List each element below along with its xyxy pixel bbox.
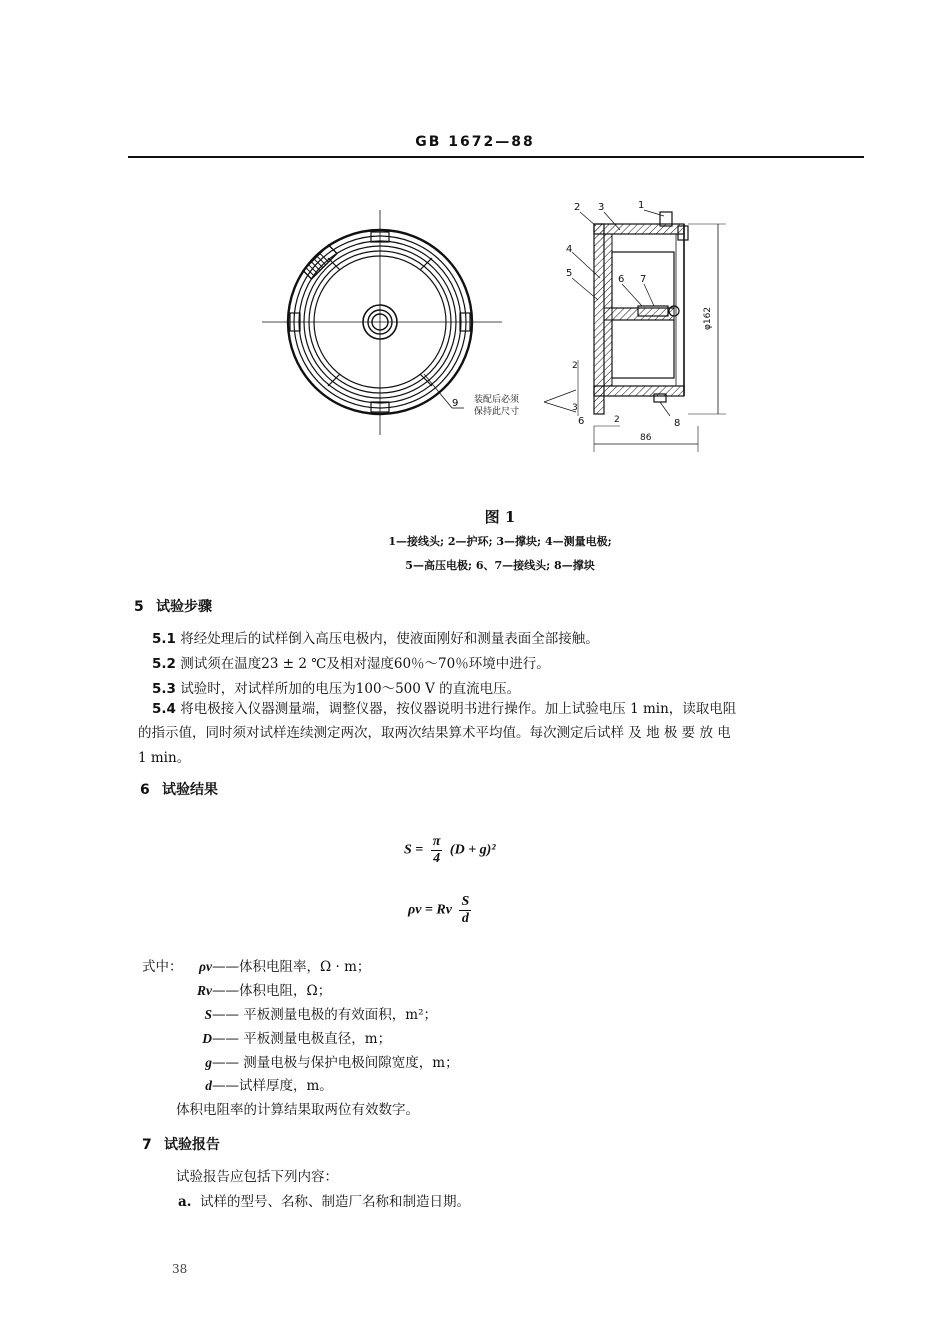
electrode-figure [240,190,740,460]
figure-legend-line1: 1—接线头; 2—护环; 3—撑块; 4—测量电极; [388,535,612,548]
calc-precision-note: 体积电阻率的计算结果取两位有效数字。 [176,1102,419,1118]
var-symbol: D [202,1031,212,1046]
para-5-4-number: 5.4 [152,701,176,717]
var-desc: —— 平板测量电极的有效面积，m²； [212,1007,438,1023]
var-desc: ——体积电阻率，Ω · m； [212,959,371,975]
var-desc: ——试样厚度，m。 [212,1078,333,1094]
callout-6b: 6 [578,416,585,427]
para-5-2-number: 5.2 [152,656,176,672]
var-row [184,955,370,975]
standard-code-header: GB 1672—88 [415,134,535,150]
para-5-1-text: 将经处理后的试样倒入高压电极内，使液面刚好和测量表面全部接触。 [180,631,599,647]
report-item-a-text: 试样的型号、名称、制造厂名称和制造日期。 [200,1194,470,1210]
section-7-heading [142,1134,220,1154]
var-symbol: ρv [199,959,212,974]
figure-legend-line2: 5—高压电极; 6、7—接线头; 8—撑块 [405,559,595,572]
formula-resistivity-numerator: S [461,894,470,909]
dim-diameter: φ162 [703,306,713,330]
section-7-title: 试验报告 [164,1137,220,1153]
formula-resistivity-denominator: d [461,911,469,926]
formula-area-lhs: S = [404,842,424,858]
dim-width: 86 [640,433,652,443]
var-desc: —— 测量电极与保护电极间隙宽度，m； [212,1055,459,1071]
section-5-heading [134,596,212,616]
page-number: 38 [172,1262,188,1276]
var-desc: —— 平板测量电极直径，m； [212,1031,392,1047]
section-6-number: 6 [140,782,150,798]
para-5-3-number: 5.3 [152,681,176,697]
formula-area [404,834,496,867]
note-line1: 装配后必须 [474,395,520,405]
para-5-4-cont2: 1 min。 [138,750,191,766]
formula-area-numerator: π [432,834,441,849]
para-5-4 [152,697,736,717]
var-symbol: g [205,1055,212,1070]
callout-6a: 6 [618,274,625,285]
formula-area-fraction [431,834,443,867]
section-6-heading [140,779,218,799]
formula-resistivity [408,894,475,927]
section-7-number: 7 [142,1137,152,1153]
figure-title: 图 1 [484,508,516,526]
report-intro: 试验报告应包括下列内容： [176,1169,338,1185]
para-5-3-text: 试验时，对试样所加的电压为100～500 V 的直流电压。 [180,681,521,697]
var-row [184,1074,333,1094]
para-5-4-text: 将电极接入仪器测量端，调整仪器，按仪器说明书进行操作。加上试验电压 1 min，读取电阻 [180,701,737,717]
formula-area-denominator: 4 [433,851,441,866]
var-desc: ——体积电阻，Ω； [212,983,332,999]
var-symbol: Rv [197,983,212,998]
var-row [184,1027,391,1047]
para-5-1-number: 5.1 [152,631,176,647]
dim-gap-b: 3 [572,403,578,413]
top-view [262,210,502,435]
note-line2: 保持此尺寸 [474,407,520,417]
callout-4: 4 [566,244,573,255]
callout-3: 3 [598,202,605,213]
callout-8: 8 [674,418,681,429]
var-row [184,1051,459,1071]
para-5-3 [152,677,520,697]
dim-gap-a: 2 [572,361,578,371]
formula-area-rhs: (D + g)² [449,842,496,858]
report-item-a-label: a. [178,1194,192,1210]
section-5-number: 5 [134,599,144,615]
dim-gap-c: 2 [614,415,620,425]
callout-9: 9 [452,398,459,409]
section-5-title: 试验步骤 [156,599,212,615]
section-6-title: 试验结果 [162,782,218,798]
para-5-2 [152,652,550,672]
where-label: 式中： [142,959,183,975]
formula-resistivity-lhs: ρv = Rv [408,902,452,918]
var-symbol: d [205,1078,212,1093]
var-row [184,979,331,999]
para-5-1 [152,627,599,647]
formula-resistivity-fraction [459,894,471,927]
header-rule [128,156,864,158]
para-5-2-text: 测试须在温度23 ± 2 ℃及相对湿度60％～70％环境中进行。 [180,656,550,672]
report-item-a [178,1190,470,1210]
var-symbol: S [204,1007,212,1022]
callout-7: 7 [640,274,647,285]
para-5-4-cont1: 的指示值，同时须对试样连续测定两次，取两次结果算术平均值。每次测定后试样 及 地 极 要 放 电 [138,725,731,741]
var-row [184,1003,437,1023]
callout-1: 1 [638,200,645,211]
callout-5: 5 [566,268,573,279]
callout-2: 2 [574,202,581,213]
